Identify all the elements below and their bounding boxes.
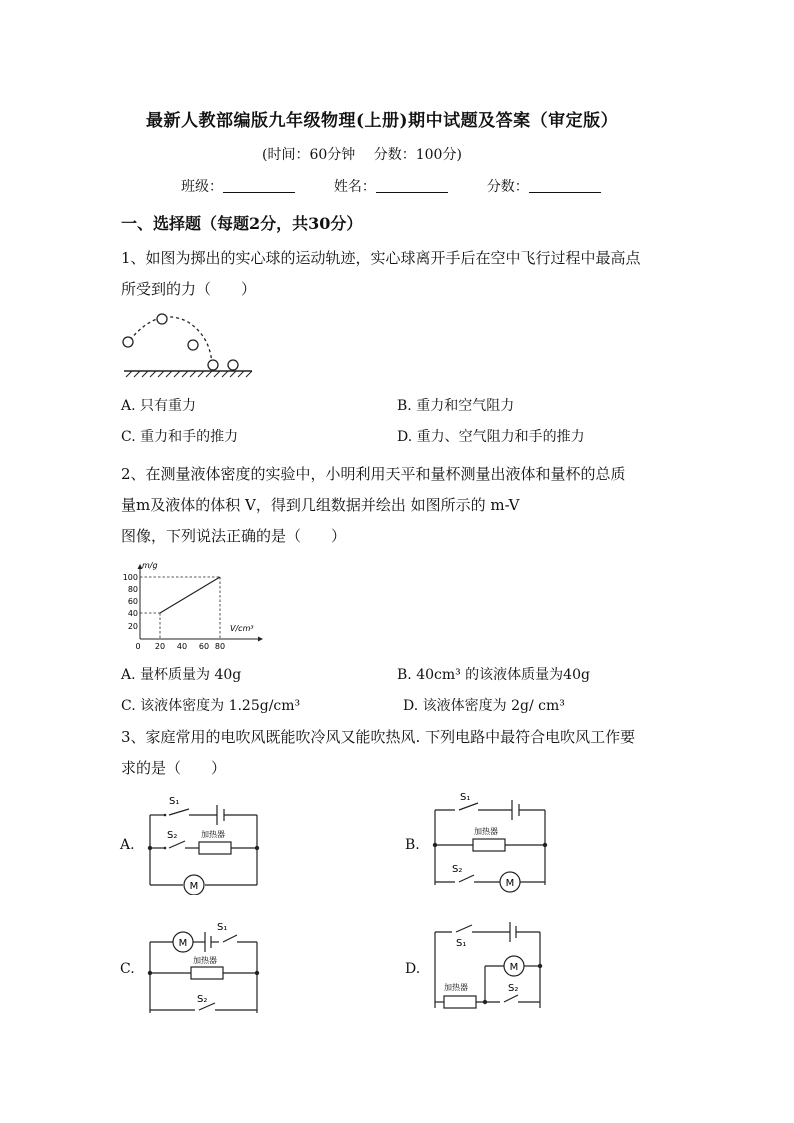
page-title: 最新人教部编版九年级物理(上册)期中试题及答案（审定版） bbox=[146, 111, 619, 131]
circuit-b-heater-label: 加热器 bbox=[474, 827, 498, 836]
q2-text-line2: 量m及液体的体积 V，得到几组数据并绘出 如图所示的 m-V bbox=[121, 496, 520, 514]
score-label: 分数： bbox=[486, 179, 529, 195]
y-tick-labels bbox=[123, 573, 138, 631]
x-tick-0: 0 bbox=[135, 642, 141, 651]
circuit-b-motor: M bbox=[505, 878, 515, 889]
ball-5 bbox=[228, 360, 238, 370]
q2-option-c[interactable]: C. 该液体密度为 1.25g/cm³ bbox=[121, 698, 301, 714]
q1-option-c[interactable]: C. 重力和手的推力 bbox=[121, 429, 239, 445]
circuit-c-motor: M bbox=[178, 938, 188, 949]
q3-option-d-label[interactable]: D. bbox=[405, 961, 421, 977]
circuit-b-diagram[interactable] bbox=[430, 790, 550, 895]
mv-data-line bbox=[160, 577, 220, 613]
q2-text-line3: 图像，下列说法正确的是（ ） bbox=[121, 527, 347, 545]
class-label: 班级： bbox=[181, 179, 223, 195]
q1-option-a[interactable]: A. 只有重力 bbox=[121, 398, 197, 414]
y-tick-60: 60 bbox=[127, 597, 138, 606]
ball-2 bbox=[157, 314, 167, 324]
circuit-d-diagram[interactable] bbox=[430, 918, 550, 1023]
ground-hatch bbox=[126, 371, 252, 377]
score-blank[interactable] bbox=[529, 178, 601, 193]
q3-text-line2: 求的是（ ） bbox=[121, 759, 227, 777]
q1-text-line2: 所受到的力（ ） bbox=[121, 280, 257, 298]
q1-option-d[interactable]: D. 重力、空气阻力和手的推力 bbox=[397, 429, 585, 445]
section-title: 一、选择题（每题2分，共30分） bbox=[121, 214, 363, 233]
ball-4 bbox=[208, 360, 218, 370]
q3-option-b-label[interactable]: B. bbox=[405, 837, 420, 853]
x-tick-labels bbox=[135, 642, 225, 651]
circuit-d-s1: S₁ bbox=[456, 938, 467, 949]
circuit-a-s2: S₂ bbox=[167, 830, 178, 841]
x-tick-60: 60 bbox=[198, 642, 210, 651]
y-tick-40: 40 bbox=[127, 609, 138, 618]
circuit-d-s2: S₂ bbox=[508, 983, 519, 994]
class-blank[interactable] bbox=[223, 178, 295, 193]
q2-option-b[interactable]: B. 40cm³ 的该液体质量为40g bbox=[397, 667, 590, 683]
x-tick-80: 80 bbox=[214, 642, 226, 651]
x-axis-label: V/cm³ bbox=[230, 624, 254, 633]
circuit-a-s1: S₁ bbox=[169, 796, 180, 807]
circuit-d-motor: M bbox=[509, 962, 519, 973]
circuit-b-s2: S₂ bbox=[452, 864, 463, 875]
circuit-b-s1: S₁ bbox=[460, 792, 471, 803]
circuit-c-s2: S₂ bbox=[197, 994, 208, 1005]
q2-option-d[interactable]: D. 该液体密度为 2g/ cm³ bbox=[403, 698, 565, 714]
q2-text-line1: 2、在测量液体密度的实验中，小明利用天平和量杯测量出液体和量杯的总质 bbox=[121, 465, 626, 483]
q3-option-c-label[interactable]: C. bbox=[120, 961, 135, 977]
circuit-c-heater-label: 加热器 bbox=[193, 956, 217, 965]
q2-mv-graph bbox=[118, 557, 268, 652]
ball-3 bbox=[188, 340, 198, 350]
x-tick-20: 20 bbox=[154, 642, 166, 651]
ball-1 bbox=[123, 337, 133, 347]
y-axis-label: m/g bbox=[142, 561, 158, 570]
circuit-a-heater-label: 加热器 bbox=[201, 830, 225, 839]
student-info-line bbox=[181, 176, 601, 196]
x-axis-arrow bbox=[258, 637, 263, 642]
circuit-a-motor: M bbox=[189, 881, 199, 892]
circuit-c-s1: S₁ bbox=[217, 922, 228, 933]
name-blank[interactable] bbox=[376, 178, 448, 193]
circuit-c-diagram[interactable] bbox=[145, 918, 265, 1023]
circuit-a-diagram[interactable] bbox=[145, 790, 265, 895]
q1-trajectory-figure bbox=[118, 308, 258, 380]
circuit-d-heater-label: 加热器 bbox=[444, 983, 468, 992]
name-label: 姓名： bbox=[333, 179, 376, 195]
q3-text-line1: 3、家庭常用的电吹风既能吹冷风又能吹热风. 下列电路中最符合电吹风工作要 bbox=[121, 728, 636, 746]
y-tick-80: 80 bbox=[127, 585, 138, 594]
trajectory-curve bbox=[130, 317, 212, 364]
q1-option-b[interactable]: B. 重力和空气阻力 bbox=[397, 398, 515, 414]
y-tick-100: 100 bbox=[122, 573, 138, 582]
exam-meta: (时间：60分钟 分数：100分) bbox=[262, 147, 462, 163]
q1-text-line1: 1、如图为掷出的实心球的运动轨迹，实心球离开手后在空中飞行过程中最高点 bbox=[121, 249, 641, 267]
x-tick-40: 40 bbox=[176, 642, 188, 651]
q2-option-a[interactable]: A. 量杯质量为 40g bbox=[121, 667, 242, 683]
y-tick-20: 20 bbox=[127, 622, 138, 631]
q3-option-a-label[interactable]: A. bbox=[120, 837, 135, 853]
